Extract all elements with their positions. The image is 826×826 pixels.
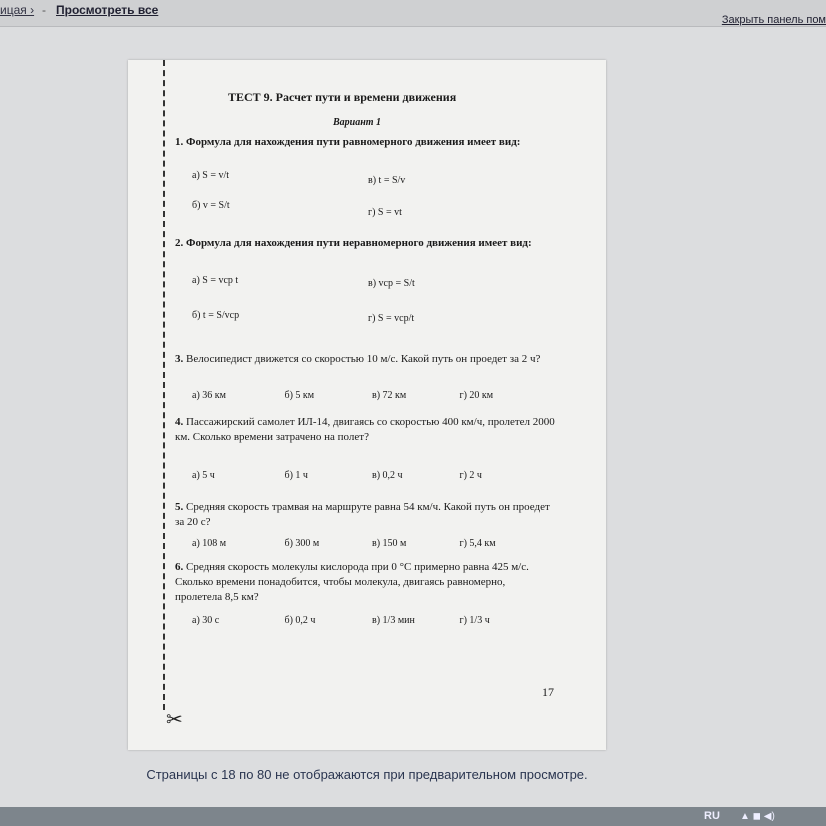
top-bar [0,0,826,27]
breadcrumb-link[interactable]: ицая › [0,3,35,17]
question-text: Велосипедист движется со скоростью 10 м/с. Какой путь он проедет за 2 ч? [186,353,541,365]
option-3a: а) 36 км [192,390,226,401]
option-4g: г) 2 ч [459,470,482,481]
option-5b: б) 300 м [284,538,320,549]
document-page [128,60,606,750]
taskbar [0,807,826,826]
option-6g: г) 1/3 ч [459,615,490,626]
options-6 [192,615,552,626]
scissors-icon: ✂ [166,709,183,731]
question-2 [175,236,555,251]
options-3 [192,390,552,401]
question-6 [175,560,555,605]
option-2b: б) t = S/vср [192,310,240,321]
option-5g: г) 5,4 км [459,538,496,549]
question-number: 3. [175,353,184,365]
preview-notice [128,727,606,807]
variant-label: Вариант 1 [333,117,382,128]
option-6v: в) 1/3 мин [372,615,415,626]
option-2v: в) vср = S/t [368,278,415,289]
question-5 [175,500,555,530]
option-6b: б) 0,2 ч [284,615,316,626]
option-6a: а) 30 с [192,615,220,626]
test-title: ТЕСТ 9. Расчет пути и времени движения [228,90,457,104]
close-panel-link[interactable]: Закрыть панель пом [721,14,826,26]
question-number: 2. [175,237,184,249]
breadcrumb-separator: - [42,3,46,17]
question-text: Формула для нахождения пути неравномерного движения имеет вид: [186,237,532,249]
view-all-link[interactable]: Просмотреть все [56,3,159,17]
option-3b: б) 5 км [284,390,315,401]
option-4a: а) 5 ч [192,470,215,481]
option-2a: а) S = vср t [192,275,239,286]
option-1b: б) v = S/t [192,200,230,211]
option-4v: в) 0,2 ч [372,470,403,481]
preview-viewer [0,27,826,807]
question-text: Средняя скорость трамвая на маршруте равна 54 км/ч. Какой путь он проедет за 20 с? [175,501,550,528]
question-1 [175,135,555,150]
language-indicator[interactable]: RU [704,810,720,822]
preview-notice-text: Страницы с 18 по 80 не отображаются при предварительном просмотре. [146,767,588,782]
option-3g: г) 20 км [459,390,494,401]
options-5 [192,538,552,549]
question-4 [175,415,555,445]
question-text: Средняя скорость молекулы кислорода при 0 °C примерно равна 425 м/с. Сколько времени понадобится, чтобы молекула, двигаясь равномерно, пролетела 8,5 км? [175,561,529,603]
page-number: 17 [542,685,554,699]
options-4 [192,470,552,481]
option-5a: а) 108 м [192,538,227,549]
system-tray-icons[interactable]: ▲ ◼ ◀) [740,811,775,822]
option-3v: в) 72 км [372,390,407,401]
question-number: 1. [175,136,184,148]
option-5v: в) 150 м [372,538,407,549]
option-1v: в) t = S/v [368,175,406,186]
option-2g: г) S = vср/t [368,313,415,324]
question-number: 5. [175,501,184,513]
question-3 [175,352,555,367]
option-1a: а) S = v/t [192,170,230,181]
question-text: Пассажирский самолет ИЛ-14, двигаясь со скоростью 400 км/ч, пролетел 2000 км. Сколько времени затрачено на полет? [175,416,555,443]
question-number: 4. [175,416,184,428]
option-4b: б) 1 ч [284,470,308,481]
question-number: 6. [175,561,184,573]
cut-line [163,60,165,710]
option-1g: г) S = vt [368,207,402,218]
question-text: Формула для нахождения пути равномерного движения имеет вид: [186,136,521,148]
